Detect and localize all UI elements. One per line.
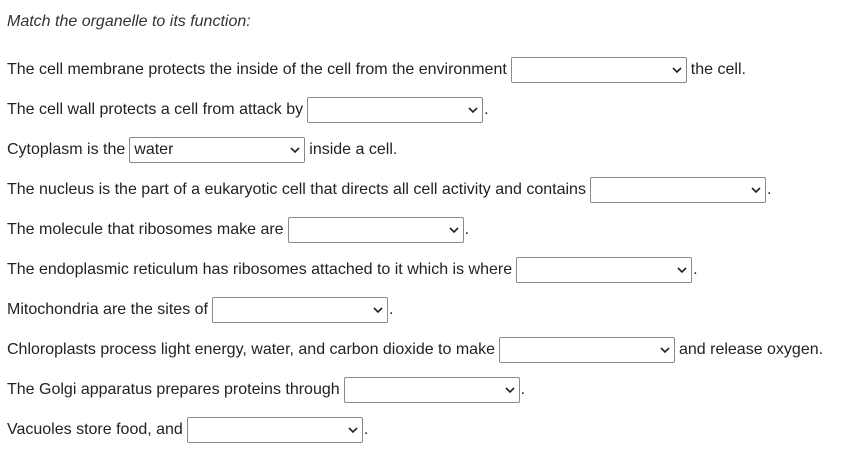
- answer-dropdown-nucleus[interactable]: [590, 177, 766, 203]
- answer-dropdown-membrane[interactable]: [511, 57, 687, 83]
- answer-dropdown-golgi[interactable]: [344, 377, 520, 403]
- question-text: Vacuoles store food, and: [7, 421, 183, 438]
- dropdown-value: water: [134, 141, 174, 158]
- question-text-after: .: [520, 381, 526, 398]
- answer-dropdown-cytoplasm[interactable]: [129, 137, 305, 163]
- question-text: The molecule that ribosomes make are: [7, 221, 284, 238]
- question-row-cell-wall: [7, 97, 489, 123]
- chevron-down-icon: [289, 144, 301, 156]
- answer-dropdown-mitochondria[interactable]: [212, 297, 388, 323]
- answer-dropdown-chloroplasts[interactable]: [499, 337, 675, 363]
- instructions-text: Match the organelle to its function:: [7, 13, 251, 30]
- question-row-vacuoles: [7, 417, 368, 443]
- question-row-ribosomes: [7, 217, 469, 243]
- question-row-chloroplasts: [7, 337, 823, 363]
- question-text: Cytoplasm is the: [7, 141, 126, 158]
- question-text-after: .: [693, 261, 698, 278]
- chevron-down-icon: [659, 344, 671, 356]
- chevron-down-icon: [372, 304, 384, 316]
- chevron-down-icon: [347, 424, 359, 436]
- answer-dropdown-ribosomes[interactable]: [288, 217, 464, 243]
- question-text: The endoplasmic reticulum has ribosomes attached to it which is where: [7, 261, 513, 278]
- question-row-endoplasmic-reticulum: [7, 257, 698, 283]
- question-row-golgi: [7, 377, 525, 403]
- answer-dropdown-endoplasmic-reticulum[interactable]: [516, 257, 692, 283]
- chevron-down-icon: [448, 224, 460, 236]
- question-text: The nucleus is the part of a eukaryotic cell that directs all cell activity and contains: [7, 181, 586, 198]
- chevron-down-icon: [750, 184, 762, 196]
- chevron-down-icon: [671, 64, 683, 76]
- chevron-down-icon: [504, 384, 516, 396]
- question-text-after: inside a cell.: [309, 141, 398, 158]
- answer-dropdown-vacuoles[interactable]: [187, 417, 363, 443]
- question-row-membrane: [7, 57, 746, 83]
- answer-dropdown-cell-wall[interactable]: [307, 97, 483, 123]
- question-text: The cell wall protects a cell from attack by: [7, 101, 304, 118]
- question-text: The cell membrane protects the inside of the cell from the environment: [7, 61, 507, 78]
- chevron-down-icon: [467, 104, 479, 116]
- question-text-after: .: [389, 301, 394, 318]
- question-text: Chloroplasts process light energy, water, and carbon dioxide to make: [7, 341, 495, 358]
- chevron-down-icon: [676, 264, 688, 276]
- question-text-after: .: [484, 101, 489, 118]
- question-row-cytoplasm: [7, 137, 397, 163]
- question-text: Mitochondria are the sites of: [7, 301, 208, 318]
- question-row-nucleus: [7, 177, 771, 203]
- question-text: The Golgi apparatus prepares proteins through: [7, 381, 340, 398]
- question-text-after: .: [464, 221, 470, 238]
- question-text-after: .: [766, 181, 772, 198]
- question-text-after: the cell.: [690, 61, 746, 78]
- question-text-after: .: [363, 421, 369, 438]
- question-row-mitochondria: [7, 297, 393, 323]
- question-text-after: and release oxygen.: [678, 341, 824, 358]
